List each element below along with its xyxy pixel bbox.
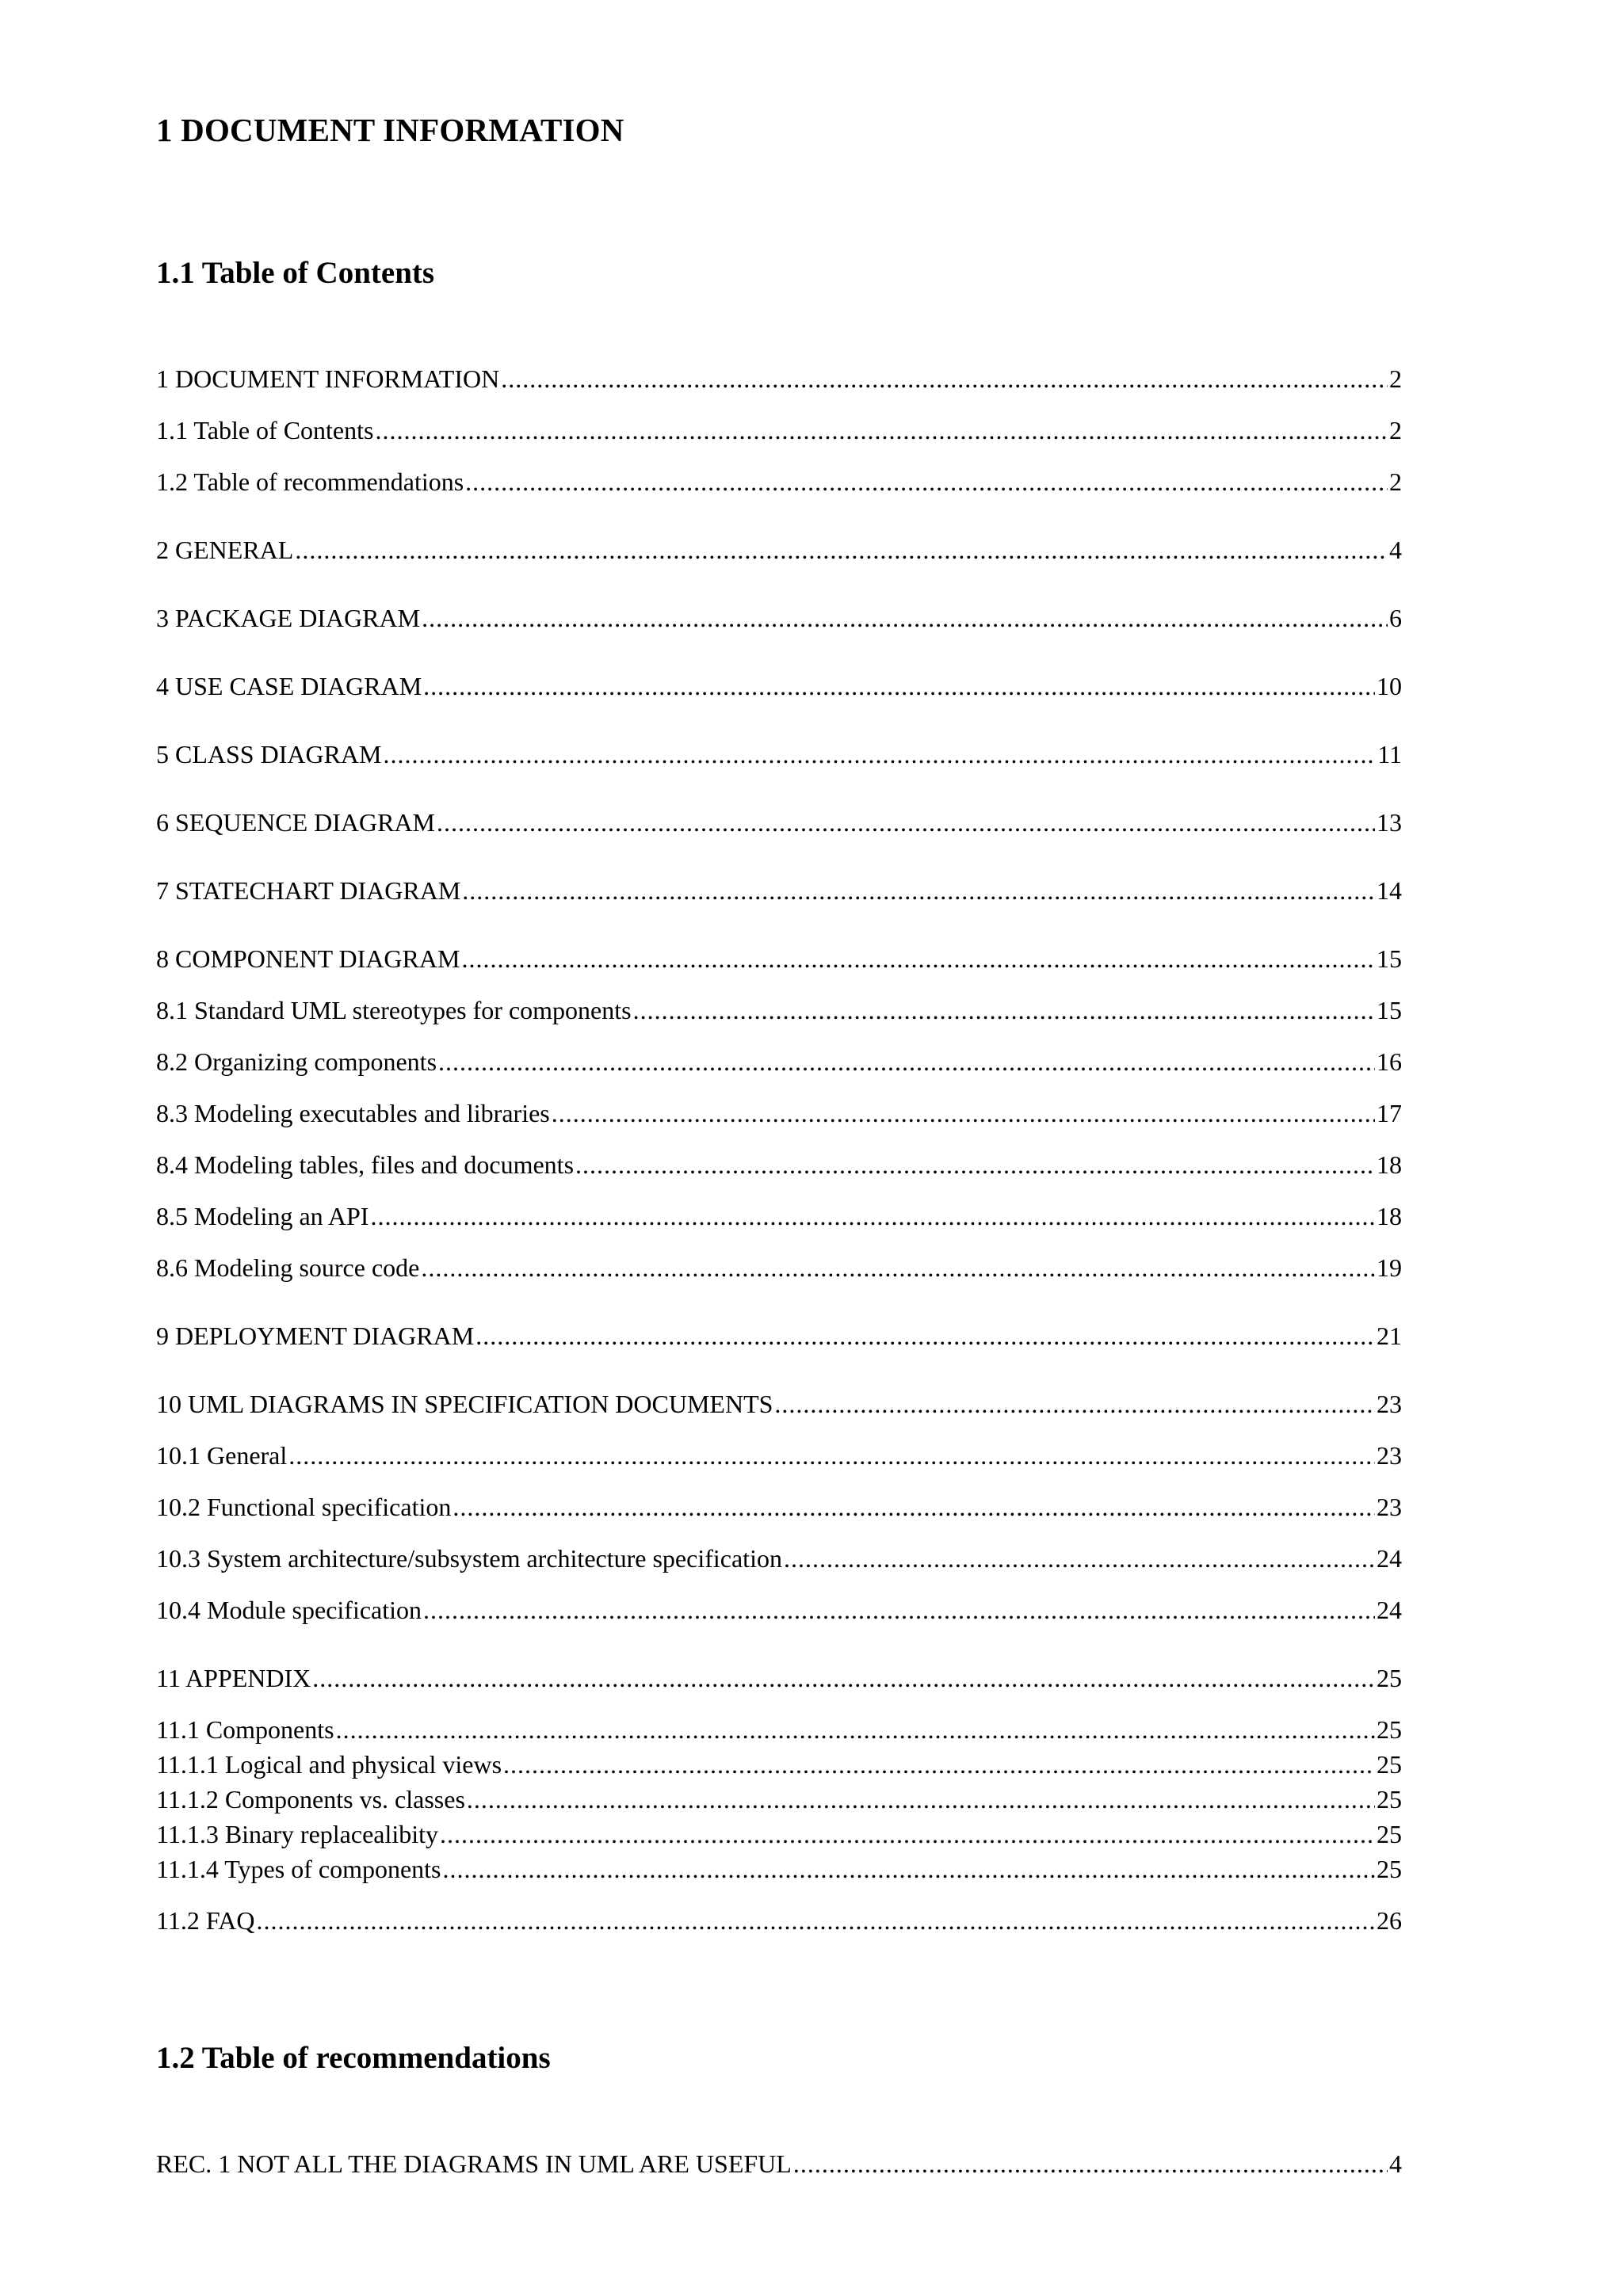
toc-entry-page: 25 [1377, 1820, 1402, 1848]
toc-entry-label: 2 GENERAL [156, 536, 294, 564]
toc-leader [784, 1543, 1375, 1574]
toc-entry-label: 8.5 Modeling an API [156, 1202, 369, 1230]
toc-entry-page: 24 [1377, 1596, 1402, 1624]
toc-entry-label: 8.4 Modeling tables, files and documents [156, 1150, 575, 1179]
toc-entry-page: 21 [1377, 1322, 1402, 1350]
toc-entry-label: 11.1.1 Logical and physical views [156, 1750, 502, 1779]
toc-entry[interactable] [156, 943, 1402, 974]
toc-entry-label: 1.2 Table of recommendations [156, 467, 464, 496]
toc-entry[interactable] [156, 1046, 1402, 1077]
toc-entry[interactable] [156, 1097, 1402, 1129]
toc-entry-label: 11.1.2 Components vs. classes [156, 1785, 465, 1814]
toc-entry-label: 11.1 Components [156, 1715, 334, 1744]
toc-leader [422, 602, 1388, 634]
section-heading-document-information: 1 DOCUMENT INFORMATION [156, 112, 624, 148]
toc-leader [475, 1320, 1375, 1352]
toc-entry[interactable] [156, 1440, 1402, 1471]
toc-leader [370, 1200, 1375, 1232]
section-heading-table-of-recommendations: 1.2 Table of recommendations [156, 2041, 551, 2075]
toc-entry-label: 1.1 Table of Contents [156, 416, 374, 444]
toc-leader [774, 1388, 1375, 1420]
toc-entry-label: 11.1.4 Types of components [156, 1855, 441, 1883]
toc-entry-label: 11.1.3 Binary replacealibity [156, 1820, 439, 1848]
toc-leader [423, 1594, 1375, 1626]
toc-entry-label: 4 USE CASE DIAGRAM [156, 672, 422, 700]
toc-entry-label: 7 STATECHART DIAGRAM [156, 876, 461, 905]
toc-entry-label: 8.6 Modeling source code [156, 1253, 420, 1282]
toc-entry[interactable] [156, 363, 1402, 395]
recommendation-label: REC. 1 NOT ALL THE DIAGRAMS IN UML ARE USEFUL [156, 2149, 792, 2178]
toc-leader [336, 1714, 1375, 1745]
toc-leader [288, 1440, 1375, 1471]
recommendation-entry[interactable] [156, 2148, 1402, 2180]
toc-entry-page: 10 [1377, 672, 1402, 700]
toc-entry-label: 10.1 General [156, 1441, 288, 1470]
toc-leader [423, 670, 1375, 702]
toc-entry[interactable] [156, 602, 1402, 634]
toc-entry-page: 25 [1377, 1855, 1402, 1883]
toc-entry-page: 18 [1377, 1150, 1402, 1179]
toc-entry-page: 23 [1377, 1493, 1402, 1521]
toc-entry-label: 10.2 Functional specification [156, 1493, 452, 1521]
toc-leader [793, 2148, 1388, 2180]
toc-entry-page: 25 [1377, 1715, 1402, 1744]
toc-entry-page: 2 [1389, 467, 1402, 496]
toc-entry-label: 3 PACKAGE DIAGRAM [156, 604, 421, 632]
toc-entry[interactable] [156, 1388, 1402, 1420]
toc-entry[interactable] [156, 1783, 1402, 1815]
toc-entry-page: 24 [1377, 1544, 1402, 1573]
toc-leader [453, 1491, 1375, 1523]
toc-entry-page: 2 [1389, 364, 1402, 393]
toc-leader [461, 943, 1375, 974]
toc-leader [462, 875, 1375, 906]
toc-leader [467, 1783, 1375, 1815]
toc-leader [256, 1905, 1375, 1936]
toc-entry[interactable] [156, 414, 1402, 446]
toc-entry-label: 1 DOCUMENT INFORMATION [156, 364, 500, 393]
toc-leader [440, 1818, 1375, 1850]
toc-entry-page: 19 [1377, 1253, 1402, 1282]
toc-leader [295, 534, 1388, 566]
toc-entry[interactable] [156, 1818, 1402, 1850]
toc-entry-page: 4 [1389, 536, 1402, 564]
toc-entry-label: 6 SEQUENCE DIAGRAM [156, 808, 435, 837]
toc-leader [438, 1046, 1375, 1077]
toc-entry-page: 25 [1377, 1785, 1402, 1814]
toc-entry-label: 10 UML DIAGRAMS IN SPECIFICATION DOCUMENTS [156, 1390, 773, 1418]
toc-entry-page: 25 [1377, 1750, 1402, 1779]
toc-leader [443, 1853, 1376, 1885]
toc-entry[interactable] [156, 1662, 1402, 1694]
toc-entry-label: 10.3 System architecture/subsystem architecture specification [156, 1544, 782, 1573]
toc-entry[interactable] [156, 534, 1402, 566]
toc-entry[interactable] [156, 1149, 1402, 1180]
toc-entry[interactable] [156, 1905, 1402, 1936]
toc-entry[interactable] [156, 670, 1402, 702]
toc-entry-page: 13 [1377, 808, 1402, 837]
toc-entry-label: 11.2 FAQ [156, 1906, 255, 1935]
toc-entry[interactable] [156, 1543, 1402, 1574]
toc-entry-page: 26 [1377, 1906, 1402, 1935]
toc-entry-page: 6 [1389, 604, 1402, 632]
toc-entry[interactable] [156, 1594, 1402, 1626]
toc-entry-label: 8 COMPONENT DIAGRAM [156, 944, 460, 973]
toc-leader [421, 1252, 1375, 1283]
toc-entry[interactable] [156, 807, 1402, 838]
toc-leader [552, 1097, 1375, 1129]
toc-entry[interactable] [156, 1491, 1402, 1523]
toc-entry-page: 23 [1377, 1390, 1402, 1418]
toc-leader [575, 1149, 1375, 1180]
toc-leader [633, 994, 1375, 1026]
toc-leader [503, 1749, 1375, 1780]
toc-entry[interactable] [156, 1252, 1402, 1283]
toc-entry[interactable] [156, 1320, 1402, 1352]
toc-entry-label: 5 CLASS DIAGRAM [156, 740, 382, 769]
toc-leader [383, 738, 1376, 770]
toc-entry-page: 23 [1377, 1441, 1402, 1470]
toc-leader [465, 466, 1388, 498]
toc-leader [437, 807, 1375, 838]
toc-entry-page: 17 [1377, 1099, 1402, 1127]
toc-entry[interactable] [156, 1853, 1402, 1885]
toc-entry[interactable] [156, 994, 1402, 1026]
recommendation-page: 4 [1389, 2149, 1402, 2178]
toc-entry-label: 8.2 Organizing components [156, 1047, 437, 1076]
toc-entry-page: 14 [1377, 876, 1402, 905]
section-heading-table-of-contents: 1.1 Table of Contents [156, 256, 435, 290]
toc-entry-page: 15 [1377, 944, 1402, 973]
toc-entry[interactable] [156, 875, 1402, 906]
toc-entry-page: 25 [1377, 1664, 1402, 1692]
toc-entry-label: 8.3 Modeling executables and libraries [156, 1099, 550, 1127]
toc-entry-label: 11 APPENDIX [156, 1664, 311, 1692]
toc-entry-page: 11 [1377, 740, 1402, 769]
toc-entry-label: 8.1 Standard UML stereotypes for components [156, 996, 632, 1024]
toc-entry[interactable] [156, 1200, 1402, 1232]
toc-leader [312, 1662, 1375, 1694]
toc-entry-page: 2 [1389, 416, 1402, 444]
toc-entry[interactable] [156, 1714, 1402, 1745]
toc-leader [375, 414, 1388, 446]
toc-entry-label: 9 DEPLOYMENT DIAGRAM [156, 1322, 475, 1350]
toc-entry-page: 18 [1377, 1202, 1402, 1230]
toc-entry-page: 16 [1377, 1047, 1402, 1076]
toc-leader [501, 363, 1388, 395]
toc-entry[interactable] [156, 738, 1402, 770]
toc-entry[interactable] [156, 466, 1402, 498]
toc-entry[interactable] [156, 1749, 1402, 1780]
toc-entry-page: 15 [1377, 996, 1402, 1024]
toc-entry-label: 10.4 Module specification [156, 1596, 422, 1624]
